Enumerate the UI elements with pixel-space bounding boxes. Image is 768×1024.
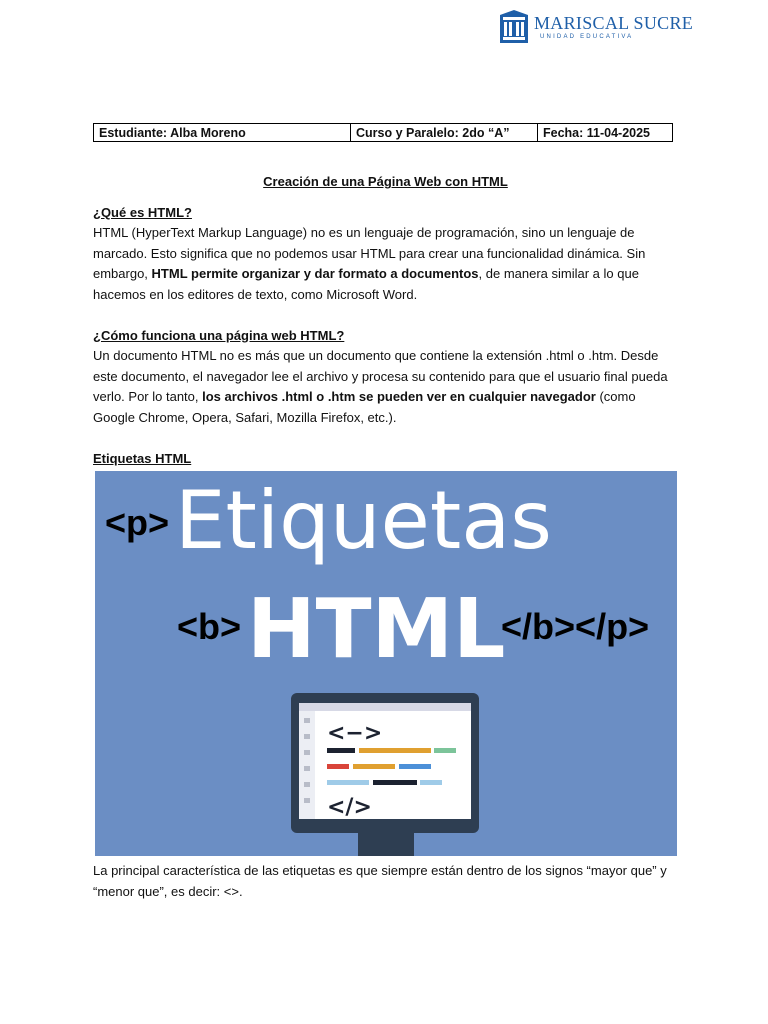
section-paragraph-how-it-works: Un documento HTML no es más que un documento que contiene la extensión .html o .htm. Desde este documento, el navegador lee el archivo y procesa su contenido para que el usuario final pueda verlo. Por lo tanto, los archivos .html o .htm se pueden ver en cualquier navegador (como Google Chrome, Opera, Safari, Mozilla Firefox, etc.). [93, 348, 668, 425]
banner-html-word: HTML [247, 582, 506, 677]
banner-close-tags: </b></p> [501, 606, 650, 647]
tags-caption: La principal característica de las etiquetas es que siempre están dentro de los signos “mayor que” y “menor que”, es decir: <>. [93, 863, 667, 899]
banner-word-etiquetas: Etiquetas [175, 474, 552, 567]
code-close-icon: </> [327, 795, 372, 820]
banner-p-open-tag: <p> [105, 502, 170, 543]
html-tags-banner-image [95, 471, 677, 856]
code-open-icon: <−> [327, 721, 383, 746]
document-body [93, 172, 678, 469]
school-logo [498, 9, 693, 45]
monitor-illustration [291, 693, 479, 856]
school-subtitle: UNIDAD EDUCATIVA [540, 34, 634, 40]
date-cell: Fecha: 11-04-2025 [538, 124, 673, 142]
student-cell: Estudiante: Alba Moreno [94, 124, 351, 142]
school-name: MARISCAL SUCRE [534, 13, 694, 33]
student-info-table [93, 123, 673, 142]
document-title: Creación de una Página Web con HTML [263, 174, 508, 189]
section-heading-how-it-works: ¿Cómo funciona una página web HTML? [93, 327, 345, 343]
course-cell: Curso y Paralelo: 2do “A” [351, 124, 538, 142]
section-paragraph-what-is-html: HTML (HyperText Markup Language) no es un lenguaje de programación, sino un lenguaje de marcado. Esto significa que no podemos usar HTML para crear una funcionalidad dinámica. Sin embargo, HTML permite organizar y dar formato a documentos, de manera similar a lo que hacemos en los editores de texto, como Microsoft Word. [93, 225, 646, 302]
section-heading-html-tags: Etiquetas HTML [93, 450, 192, 466]
school-emblem-icon [498, 9, 530, 45]
banner-b-open-tag: <b> [177, 606, 242, 647]
section-heading-what-is-html: ¿Qué es HTML? [93, 204, 192, 220]
